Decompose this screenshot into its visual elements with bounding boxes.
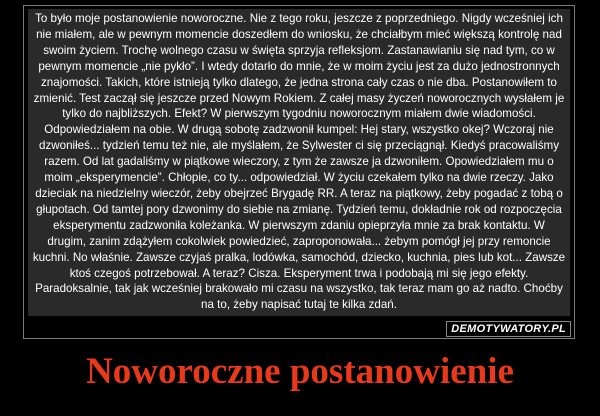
poster-frame bbox=[23, 5, 575, 339]
poster-panel bbox=[28, 9, 570, 316]
page-title: Noworoczne postanowienie bbox=[86, 351, 514, 392]
poster-body-text: To było moje postanowienie noworoczne. Nie z tego roku, jeszcze z poprzedniego. Nigdy wcześniej ich nie miałem, ale w pewnym momencie doszedłem do wniosku, że chciałbym mieć większą kontrolę nad swoim życiem. Trochę wolnego czasu w święta sprzyja refleksjom. Zastanawianiu się nad tym, co w pewnym momencie „nie pykło”. I wtedy dotarło do mnie, że w moim życiu jest za dużo jednostronnych znajomości. Takich, które istnieją tylko dlatego, że jedna strona cały czas o nie dba. Postanowiłem to zmienić. Test zaczął się jeszcze przed Nowym Rokiem. Z całej masy życzeń noworocznych wysłałem je tylko do najbliższych. Efekt? W pierwszym tygodniu noworocznym miałem dwie wiadomości. Odpowiedziałem na obie. W drugą sobotę zadzwonił kumpel: Hej stary, wszystko okej? Wczoraj nie dzwoniłeś... tydzień temu też nie, ale myślałem, że Sylwester ci się przeciągnął. Kiedyś pracowaliśmy razem. Od lat gadaliśmy w piątkowe wieczory, z tym że zawsze ja dzwoniłem. Opowiedziałem mu o moim „eksperymencie”. Chłopie, co ty... odpowiedział. W życiu czekałem tylko na dwie rzeczy. Jako dzieciak na niedzielny wieczór, żeby obejrzeć Brygadę RR. A teraz na piątkowy, żeby pogadać z tobą o głupotach. Od tamtej pory dzwonimy do siebie na zmianę. Tydzień temu, dokładnie rok od rozpoczęcia eksperymentu zadzwoniła koleżanka. W pierwszym zdaniu opieprzyła mnie za brak kontaktu. W drugim, zanim zdążyłem cokolwiek powiedzieć, zaproponowała... żebym pomógł jej przy remoncie kuchni. No właśnie. Zawsze czyjaś pralka, lodówka, samochód, dziecko, kuchnia, pies lub kot... Zawsze ktoś czegoś potrzebował. A teraz? Cisza. Eksperyment trwa i podobają mi się jego efekty. Paradoksalnie, tak jak wcześniej brakowało mi czasu na wszystko, tak teraz mam go aż nadto. Choćby na to, żeby napisać tutaj te kilka zdań. bbox=[32, 12, 566, 312]
site-watermark: DEMOTYWATORY.PL bbox=[446, 321, 571, 337]
